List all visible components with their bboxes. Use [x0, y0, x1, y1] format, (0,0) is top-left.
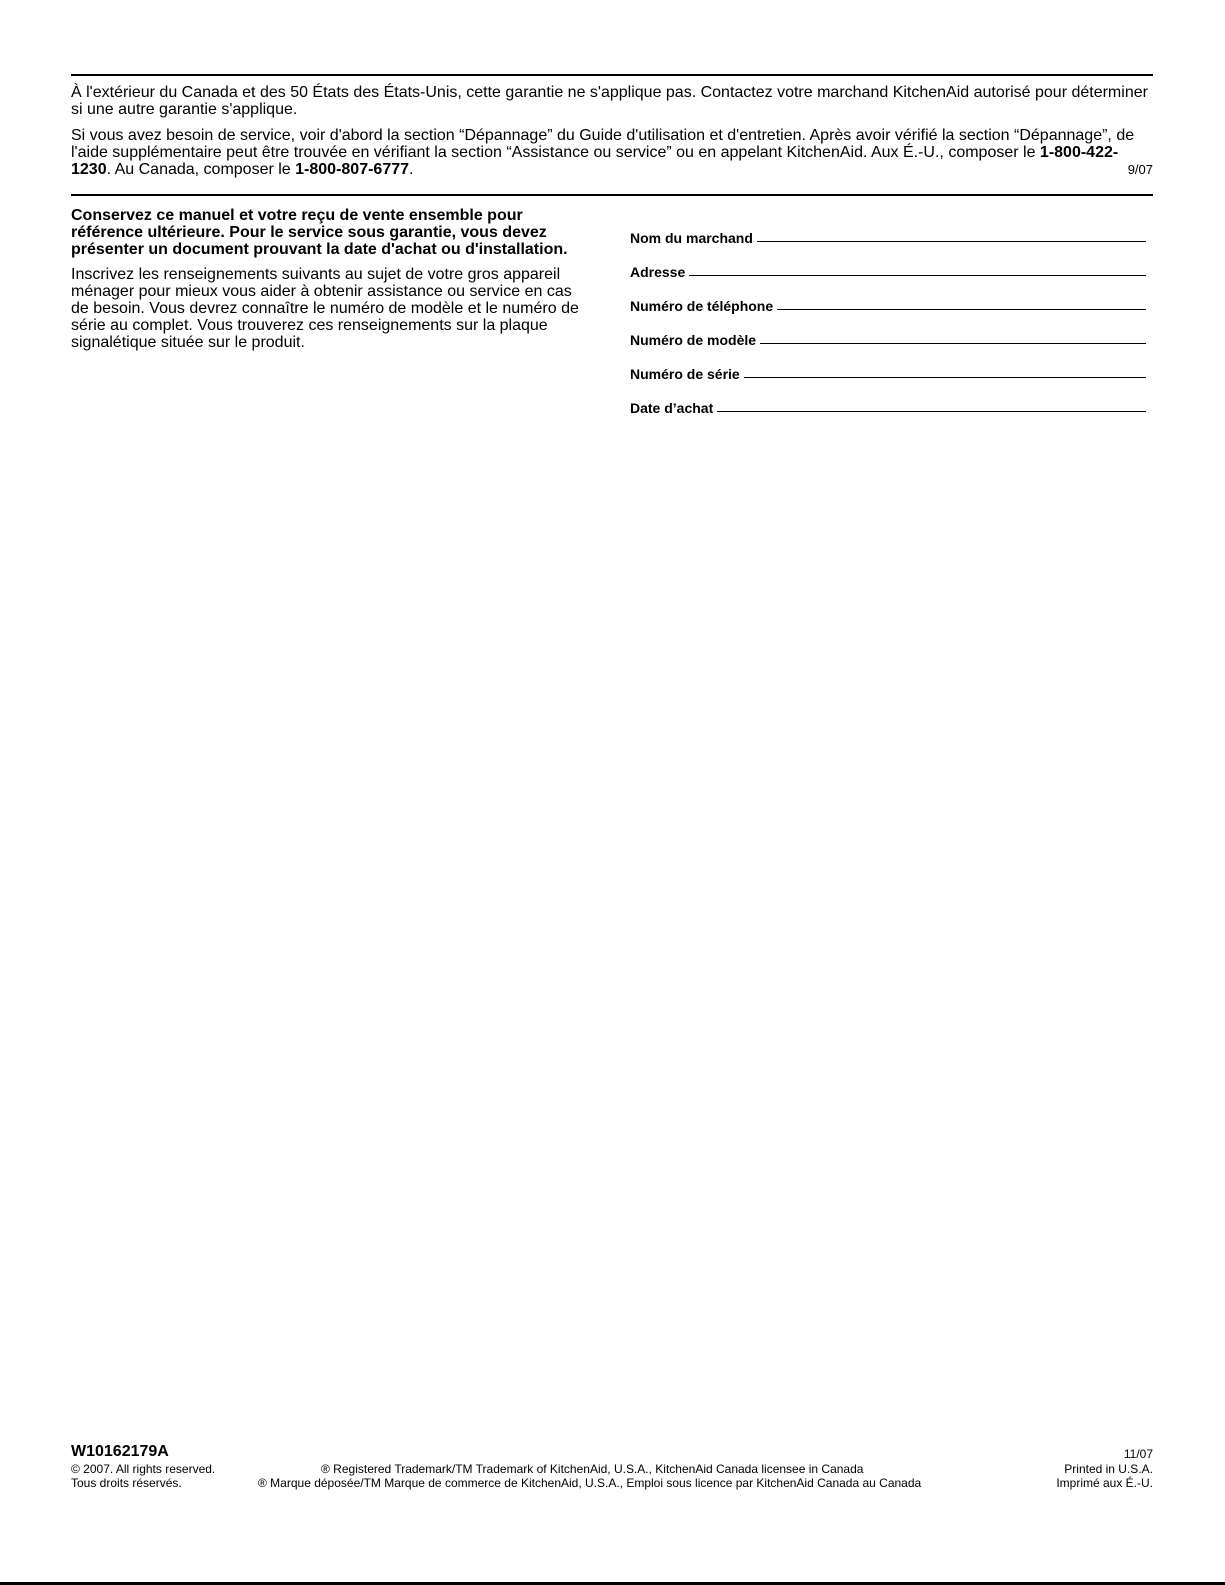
keep-manual-section	[71, 207, 591, 351]
field-label: Nom du marchand	[630, 230, 753, 246]
purchase-record-form	[630, 212, 1146, 416]
fill-line	[757, 241, 1146, 242]
field-label: Numéro de modèle	[630, 332, 757, 348]
copyright-en: © 2007. All rights reserved.	[71, 1462, 216, 1476]
printed-fr: Imprimé aux É.-U.	[1056, 1476, 1153, 1490]
trademark-en: ® Registered Trademark/TM Trademark of KitchenAid, U.S.A., KitchenAid Canada licensee in Canada	[321, 1462, 864, 1476]
copyright-fr: Tous droits réservés.	[71, 1476, 182, 1490]
phone-us: 1-800-422-1230	[71, 144, 1119, 178]
footer-date: 11/07	[1123, 1447, 1153, 1461]
service-paragraph	[71, 127, 1153, 178]
phone-ca: 1-800-807-6777	[295, 161, 410, 178]
field-label: Adresse	[630, 264, 686, 280]
outside-warranty-notice: À l'extérieur du Canada et des 50 États des États-Unis, cette garantie ne s'applique pas. Contactez votre marchand KitchenAid autorisé pour déterminer si une autre garantie s'applique.	[71, 84, 1148, 118]
trademark-fr: ® Marque déposée/TM Marque de commerce de KitchenAid, U.S.A., Emploi sous licence par KitchenAid Canada au Canada	[258, 1476, 922, 1490]
phone-number-field[interactable]	[630, 280, 1146, 314]
field-label: Numéro de série	[630, 366, 740, 382]
purchase-date-field[interactable]	[630, 382, 1146, 416]
fill-line	[689, 275, 1146, 276]
dealer-name-field[interactable]	[630, 212, 1146, 246]
record-info-text: Inscrivez les renseignements suivants au sujet de votre gros appareil ménager pour mieux vous aider à obtenir assistance ou service en cas de besoin. Vous devrez connaître le numéro de modèle et le numéro de série au complet. Vous trouverez ces renseignements sur la plaque signalétique située sur le produit.	[71, 266, 579, 351]
printed-en: Printed in U.S.A.	[1064, 1462, 1153, 1476]
address-field[interactable]	[630, 246, 1146, 280]
fill-line	[717, 411, 1146, 412]
fill-line	[744, 377, 1146, 378]
top-divider	[71, 74, 1153, 76]
field-label: Numéro de téléphone	[630, 298, 774, 314]
field-label: Date d’achat	[630, 400, 714, 416]
keep-manual-note: Conservez ce manuel et votre reçu de vente ensemble pour référence ultérieure. Pour le service sous garantie, vous devez présenter un document prouvant la date d'achat ou d'installation.	[71, 207, 568, 258]
fill-line	[760, 343, 1146, 344]
fill-line	[777, 309, 1146, 310]
serial-number-field[interactable]	[630, 348, 1146, 382]
middle-divider	[71, 194, 1153, 196]
part-number: W10162179A	[71, 1443, 169, 1460]
service-text-b: . Au Canada, composer le	[106, 161, 296, 178]
model-number-field[interactable]	[630, 314, 1146, 348]
service-text-c: .	[409, 161, 414, 178]
revision-date: 9/07	[1127, 162, 1153, 177]
service-text-a: Si vous avez besoin de service, voir d'abord la section “Dépannage” du Guide d'utilisation et d'entretien. Après avoir vérifié la section “Dépannage”, de l'aide supplémentaire peut être trouvée en vérifiant la section “Assistance ou service” ou en appelant KitchenAid. Aux É.-U., composer le	[71, 127, 1135, 161]
